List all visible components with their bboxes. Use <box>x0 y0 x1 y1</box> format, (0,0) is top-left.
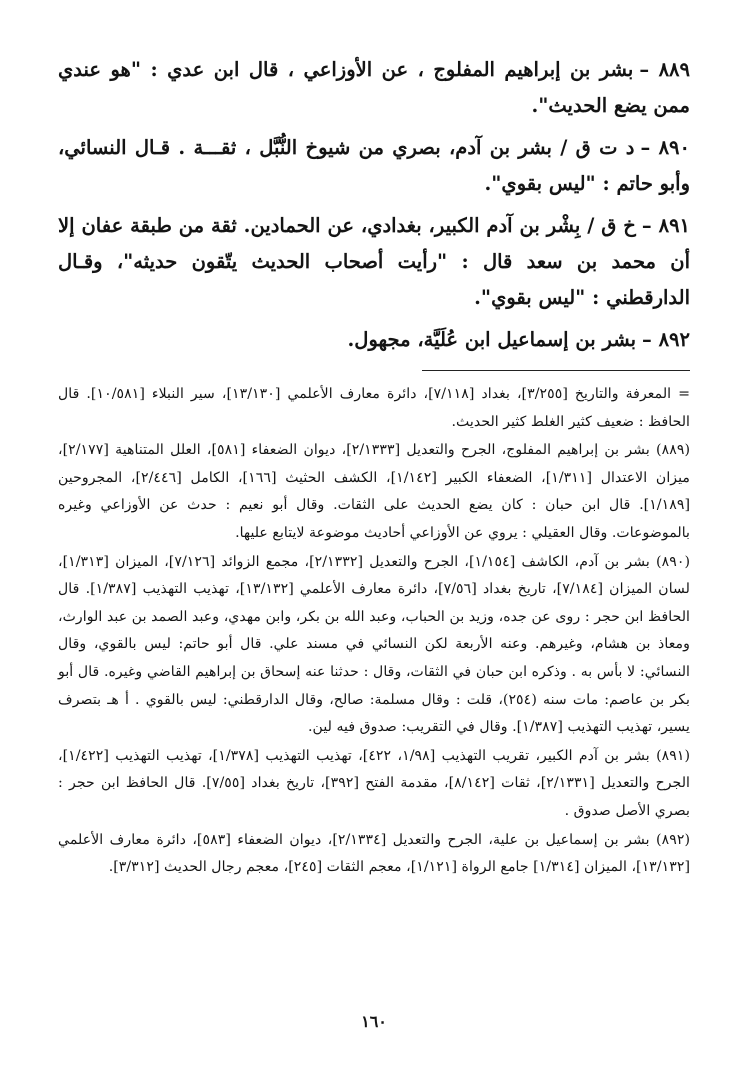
entry-text: خ ق / بِشْر بن آدم الكبير، بغدادي، عن الحمادين. ثقة من طبقة عفان إلا أن محمد بن سعد قال : "رأيت أصحاب الحديث يتّقون حديثه"، وقـال الدارقطني : "ليس بقوي". <box>58 214 690 309</box>
footnote-text: بشر بن إبراهيم المفلوج، الجرح والتعديل [٢/١٣٣٣]، ديوان الضعفاء [٥٨١]، العلل المتناهية [٢/١٧٧]، ميزان الاعتدال [١/٣١١]، الضعفاء الكبير [١/١٤٢]، الكشف الحثيث [١٦٦]، الكامل [٢/٤٤٦]، المجروحين [١/١٨٩]. قال ابن حبان : كان يضع الحديث على الثقات. وقال أبو نعيم : حدث عن الأوزاعي وغيره بالموضوعات. وقال العقيلي : يروي عن الأوزاعي أحاديث موضوعة لايتابع عليها. <box>58 442 690 541</box>
entry-number: ٨٩٢ – <box>642 328 690 351</box>
footnote-892 <box>58 827 690 882</box>
footnote-889 <box>58 437 690 547</box>
entry-892 <box>58 322 690 358</box>
footnote-number: (٨٩٠) <box>656 553 690 570</box>
footnote-number: (٨٩٢) <box>656 831 690 848</box>
footnotes <box>58 381 690 882</box>
entry-text: د ت ق / بشر بن آدم، بصري من شيوخ النُّبَّل ، ثقـــة . قـال النسائي، وأبو حاتم : "ليس بقوي". <box>58 136 690 195</box>
entry-890 <box>58 130 690 202</box>
entry-number: ٨٩٠ – <box>640 136 690 159</box>
footnote-separator <box>58 370 690 371</box>
entry-text: بشر بن إسماعيل ابن عُلَيَّة، مجهول. <box>347 328 637 351</box>
document-page <box>58 52 690 1072</box>
main-entries <box>58 52 690 358</box>
entry-889 <box>58 52 690 124</box>
footnote-text: بشر بن آدم، الكاشف [١/١٥٤]، الجرح والتعديل [٢/١٣٣٢]، مجمع الزوائد [٧/١٢٦]، الميزان [١/٣١٣]، لسان الميزان [٧/١٨٤]، تاريخ بغداد [٧/٥٦]، دائرة معارف الأعلمي [١٣/١٣٢]، تهذيب التهذيب [١/٣٨٧]. قال الحافظ ابن حجر : روى عن جده، وزيد بن الحباب، وعبد الله بن بكر، وابن مهدي، وعبد الصمد بن عبد الوارث، ومعاذ بن هشام، وغيرهم. وعنه الأربعة لكن النسائي في مسند علي. قال أبو حاتم: ليس بالقوي، وقال النسائي: لا بأس به . وذكره ابن حبان في الثقات، وقال : حدثنا عنه إسحاق بن إبراهيم القاضي وغيره. قال أبو بكر بن عاصم: مات سنه (٢٥٤)، قلت : وقال مسلمة: صالح، وقال الدارقطني: ليس بالقوي . أ هـ بتصرف يسير، تهذيب التهذيب [١/٣٨٧]. وقال في التقريب: صدوق فيه لين. <box>58 553 691 736</box>
footnote-text: بشر بن آدم الكبير، تقريب التهذيب [١/٩٨، ٤٢٢]، تهذيب التهذيب [١/٣٧٨]، تهذيب التهذيب [١/٤٢٢]، الجرح والتعديل [٢/١٣٣١]، ثقات [٨/١٤٢]، مقدمة الفتح [٣٩٢]، تاريخ بغداد [٧/٥٥]. قال الحافظ ابن حجر : بصري الأصل صدوق . <box>58 747 690 819</box>
entry-number: ٨٨٩ – <box>639 58 690 81</box>
footnote-890 <box>58 549 690 742</box>
entry-number: ٨٩١ – <box>641 214 691 237</box>
footnote-number: (٨٨٩) <box>656 442 690 459</box>
footnote-number: (٨٩١) <box>656 747 691 764</box>
entry-text: بشر بن إبراهيم المفلوج ، عن الأوزاعي ، قال ابن عدي : "هو عندي ممن يضع الحديث". <box>58 58 690 117</box>
footnote-891 <box>58 743 690 826</box>
footnote-text: = المعرفة والتاريخ [٣/٢٥٥]، بغداد [٧/١١٨]، دائرة معارف الأعلمي [١٣/١٣٠]، سير النبلاء [١٠/٥٨١]. قال الحافظ : ضعيف كثير الغلط كثير الحديث. <box>58 386 691 430</box>
entry-891 <box>58 208 690 316</box>
page-number: ١٦٠ <box>361 1012 387 1031</box>
footnote-text: بشر بن إسماعيل بن علية، الجرح والتعديل [٢/١٣٣٤]، ديوان الضعفاء [٥٨٣]، دائرة معارف الأعلمي [١٣/١٣٢]، الميزان [١/٣١٤] جامع الرواة [١/١٢١]، معجم الثقات [٢٤٥]، معجم رجال الحديث [٣/٣١٢]. <box>58 831 690 876</box>
footnote-continuation <box>58 381 690 436</box>
